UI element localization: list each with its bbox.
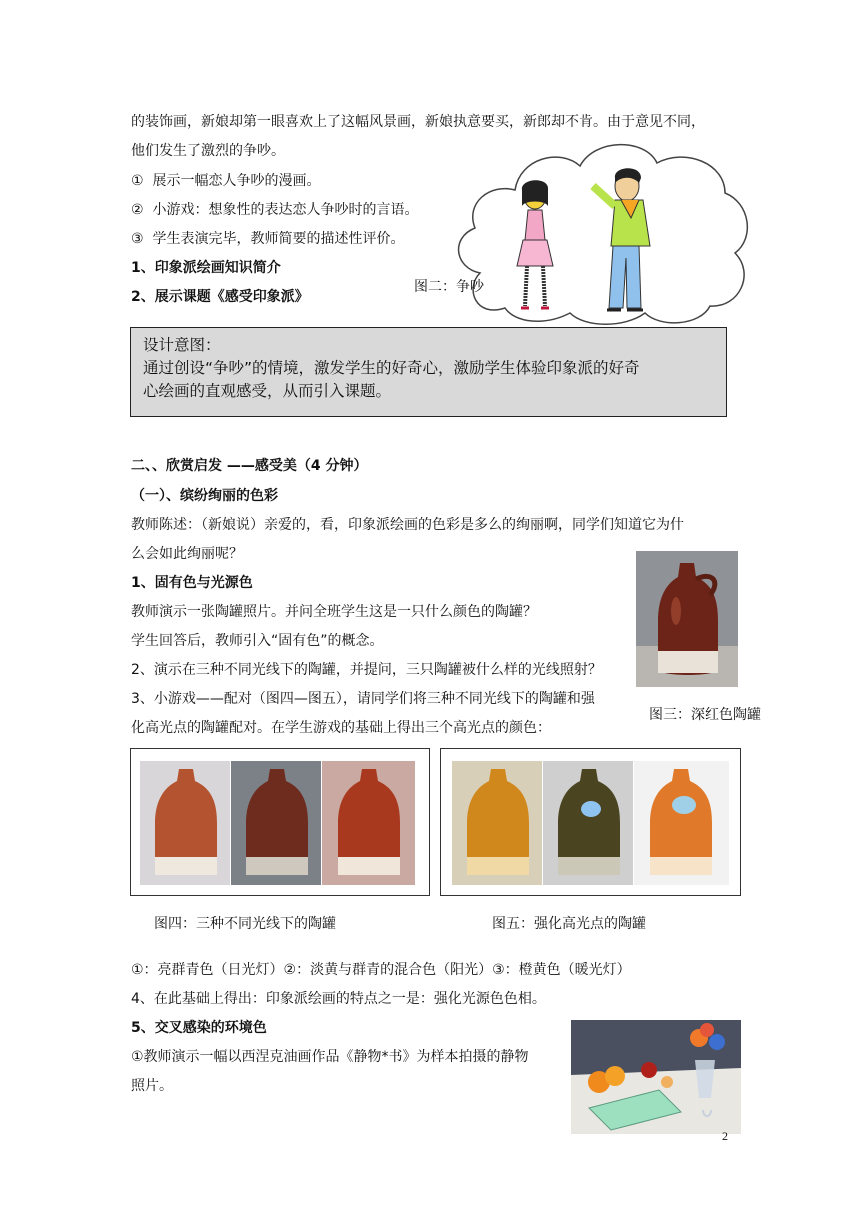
heading-environment-color: 5、交叉感染的环境色: [131, 1020, 267, 1036]
section-2-title: 二、、欣赏启发 ——感受美（4 分钟）: [131, 458, 368, 474]
page-number: 2: [722, 1129, 728, 1143]
three-jars-different-light: [131, 749, 428, 894]
design-intent-line-1: 通过创设“争吵”的情境，激发学生的好奇心，激励学生体验印象派的好奇: [143, 359, 640, 377]
intro-line-1: 的装饰画，新娘却第一眼喜欢上了这幅风景画，新娘执意要买，新郎却不肯。由于意见不同，: [131, 114, 705, 130]
heading-impressionism-intro: 1、印象派绘画知识简介: [131, 260, 281, 276]
heading-topic: 2、展示课题《感受印象派》: [131, 289, 309, 305]
still-life-photo: [571, 1020, 741, 1134]
cloud-cartoon-illustration: [395, 128, 755, 328]
paragraph-light-question: 2、演示在三种不同光线下的陶罐，并提问，三只陶罐被什么样的光线照射？: [131, 662, 602, 678]
figure-4-frame: [130, 748, 430, 896]
design-intent-title: 设计意图：: [143, 336, 221, 354]
figure-dark-red-jar-photo: [636, 551, 738, 687]
jar-image: [636, 551, 738, 687]
environment-paragraph-line-2: 照片。: [131, 1078, 173, 1094]
paragraph-game-line-1: 3、小游戏——配对（图四—图五），请同学们将三种不同光线下的陶罐和强: [131, 691, 595, 707]
step-text: 小游戏：想象性的表达恋人争吵时的言语。: [152, 202, 419, 218]
paragraph-concept: 学生回答后，教师引入“固有色”的概念。: [131, 633, 384, 649]
still-life-image: [571, 1020, 741, 1134]
step-number: ③: [131, 231, 144, 247]
design-intent-box: [130, 327, 727, 417]
intro-line-2: 他们发生了激烈的争吵。: [131, 143, 285, 159]
step-text: 展示一幅恋人争吵的漫画。: [152, 173, 321, 189]
subsection-colors: （一）、缤纷绚丽的色彩: [131, 488, 278, 504]
step-number: ①: [131, 173, 144, 189]
teacher-statement-line-1: 教师陈述：（新娘说）亲爱的，看，印象派绘画的色彩是多么的绚丽啊，同学们知道它为什: [131, 517, 684, 533]
figure-5-caption: 图五：强化高光点的陶罐: [492, 916, 646, 932]
figure-quarrel: [395, 128, 755, 328]
step-number: ②: [131, 202, 144, 218]
environment-paragraph-line-1: ①教师演示一幅以西涅克油画作品《静物*书》为样本拍摄的静物: [131, 1049, 529, 1065]
heading-fixed-color: 1、固有色与光源色: [131, 575, 253, 591]
three-jars-highlight: [441, 749, 739, 894]
step-text: 学生表演完毕，教师简要的描述性评价。: [152, 231, 405, 247]
design-intent-line-2: 心绘画的直观感受，从而引入课题。: [143, 382, 392, 400]
highlight-colors-line: ①：亮群青色（日光灯）②：淡黄与群青的混合色（阳光）③：橙黄色（暖光灯）: [131, 962, 631, 978]
figure-2-caption: 图二：争吵: [414, 279, 484, 295]
figure-5-frame: [440, 748, 741, 896]
teacher-statement-line-2: 么会如此绚丽呢？: [131, 546, 243, 562]
step-item-1: [131, 171, 320, 191]
paragraph-game-line-2: 化高光点的陶罐配对。在学生游戏的基础上得出三个高光点的颜色：: [131, 720, 551, 736]
paragraph-demo: 教师演示一张陶罐照片。并问全班学生这是一只什么颜色的陶罐？: [131, 604, 537, 620]
step-item-3: [131, 229, 404, 249]
conclusion-line: 4、在此基础上得出：印象派绘画的特点之一是：强化光源色色相。: [131, 991, 546, 1007]
step-item-2: [131, 200, 418, 220]
figure-4-caption: 图四：三种不同光线下的陶罐: [154, 916, 336, 932]
figure-3-caption: 图三：深红色陶罐: [649, 707, 761, 723]
